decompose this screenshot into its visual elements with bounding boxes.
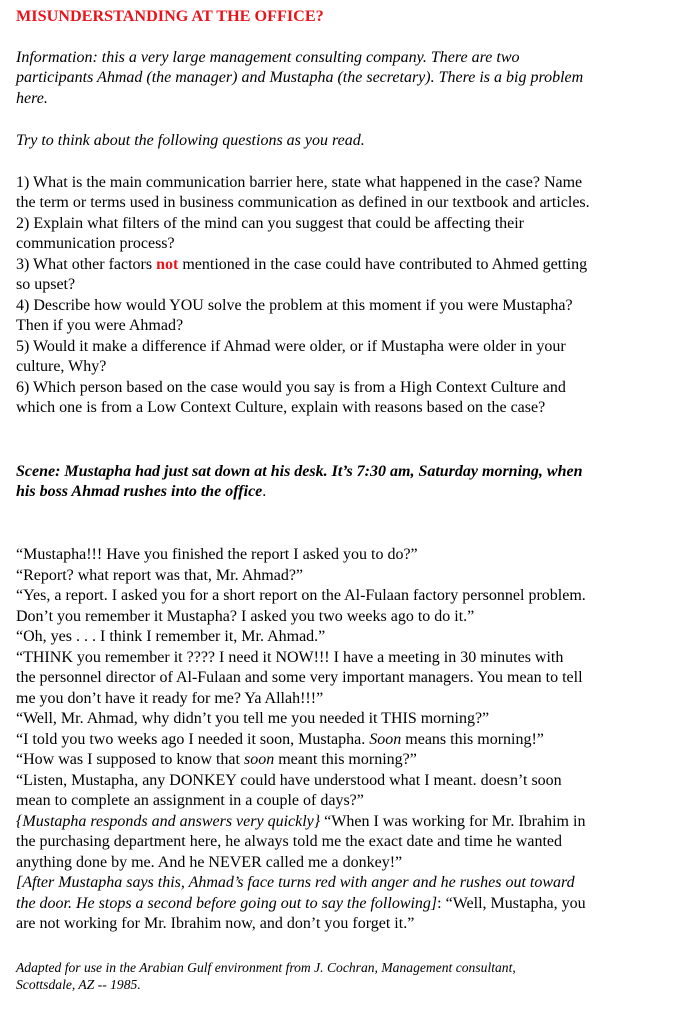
dialogue-line-13: mean to complete an assignment in a couple of days?” — [16, 792, 364, 809]
dialogue-line-10 — [16, 730, 544, 750]
reading-prompt: Try to think about the following questions as you read. — [16, 132, 365, 149]
scene-line-2-text: his boss Ahmad rushes into the office — [16, 483, 263, 500]
dialogue-line-6: “THINK you remember it ???? I need it NOW!!! I have a meeting in 30 minutes with — [16, 649, 564, 666]
dialogue-line-11-end: meant this morning?” — [274, 751, 417, 768]
scene-line-1: Scene: Mustapha had just sat down at his desk. It’s 7:30 am, Saturday morning, when — [16, 463, 583, 480]
dialogue-line-3: “Yes, a report. I asked you for a short report on the Al-Fulaan factory personnel problem. — [16, 587, 586, 604]
question-3-line-2: so upset? — [16, 276, 76, 293]
question-3-text-end: mentioned in the case could have contributed to Ahmed getting — [178, 256, 588, 273]
dialogue-line-10-start: “I told you two weeks ago I needed it soon, Mustapha. — [16, 731, 370, 748]
question-3-text-start: 3) What other factors — [16, 256, 157, 273]
stage-direction-2-line-2: the door. He stops a second before going out to say the following] — [16, 895, 438, 912]
dialogue-line-10-end: means this morning!” — [401, 731, 544, 748]
dialogue-line-18 — [16, 894, 586, 914]
question-6-line-2: which one is from a Low Context Culture, explain with reasons based on the case? — [16, 399, 546, 416]
document-title: MISUNDERSTANDING AT THE OFFICE? — [16, 7, 324, 25]
question-3-line-1 — [16, 255, 587, 275]
dialogue-line-2: “Report? what report was that, Mr. Ahmad?” — [16, 567, 304, 584]
scene-line-2-period: . — [262, 483, 267, 500]
question-1-line-2: the term or terms used in business communication as defined in our textbook and articles. — [16, 194, 590, 211]
question-5-line-1: 5) Would it make a difference if Ahmad were older, or if Mustapha were older in your — [16, 338, 566, 355]
question-3-emphasis-not: not — [156, 256, 179, 273]
question-4-line-2: Then if you were Ahmad? — [16, 317, 184, 334]
dialogue-line-11-soon: soon — [243, 751, 275, 768]
question-1-line-1: 1) What is the main communication barrier here, state what happened in the case? Name — [16, 174, 583, 191]
scene-line-2 — [16, 482, 266, 502]
question-2-line-2: communication process? — [16, 235, 175, 252]
dialogue-line-11 — [16, 750, 417, 770]
question-4-line-1: 4) Describe how would YOU solve the problem at this moment if you were Mustapha? — [16, 297, 573, 314]
dialogue-line-14-end: “When I was working for Mr. Ibrahim in — [320, 813, 586, 830]
dialogue-line-12: “Listen, Mustapha, any DONKEY could have understood what I meant. doesn’t soon — [16, 772, 562, 789]
dialogue-line-1: “Mustapha!!! Have you finished the report I asked you to do?” — [16, 546, 418, 563]
footer-line-2: Scottsdale, AZ -- 1985. — [16, 977, 141, 992]
info-line-1: Information: this a very large management consulting company. There are two — [16, 49, 520, 66]
dialogue-line-19: are not working for Mr. Ibrahim now, and don’t you forget it.” — [16, 915, 415, 932]
dialogue-line-16: anything done by me. And he NEVER called me a donkey!” — [16, 854, 403, 871]
dialogue-line-5: “Oh, yes . . . I think I remember it, Mr. Ahmad.” — [16, 628, 326, 645]
dialogue-line-11-start: “How was I supposed to know that — [16, 751, 244, 768]
question-5-line-2: culture, Why? — [16, 358, 107, 375]
dialogue-line-9: “Well, Mr. Ahmad, why didn’t you tell me you needed it THIS morning?” — [16, 710, 490, 727]
dialogue-line-7: the personnel director of Al-Fulaan and some very important managers. You mean to tell — [16, 669, 583, 686]
question-6-line-1: 6) Which person based on the case would you say is from a High Context Culture and — [16, 379, 566, 396]
info-line-2: participants Ahmad (the manager) and Mustapha (the secretary). There is a big problem — [16, 69, 584, 86]
stage-direction-2-line-1: [After Mustapha says this, Ahmad’s face turns red with anger and he rushes out toward — [16, 874, 575, 891]
stage-direction-1: {Mustapha responds and answers very quickly} — [16, 813, 321, 830]
dialogue-line-8: me you don’t have it ready for me? Ya Allah!!!” — [16, 690, 324, 707]
dialogue-line-18-end: : “Well, Mustapha, you — [437, 895, 586, 912]
info-line-3: here. — [16, 90, 48, 107]
dialogue-line-14 — [16, 812, 585, 832]
question-2-line-1: 2) Explain what filters of the mind can you suggest that could be affecting their — [16, 215, 525, 232]
dialogue-line-10-soon: Soon — [369, 731, 402, 748]
dialogue-line-4: Don’t you remember it Mustapha? I asked you two weeks ago to do it.” — [16, 608, 475, 625]
dialogue-line-15: the purchasing department here, he always told me the exact date and time he wanted — [16, 833, 563, 850]
footer-line-1: Adapted for use in the Arabian Gulf environment from J. Cochran, Management consultant, — [16, 960, 516, 975]
